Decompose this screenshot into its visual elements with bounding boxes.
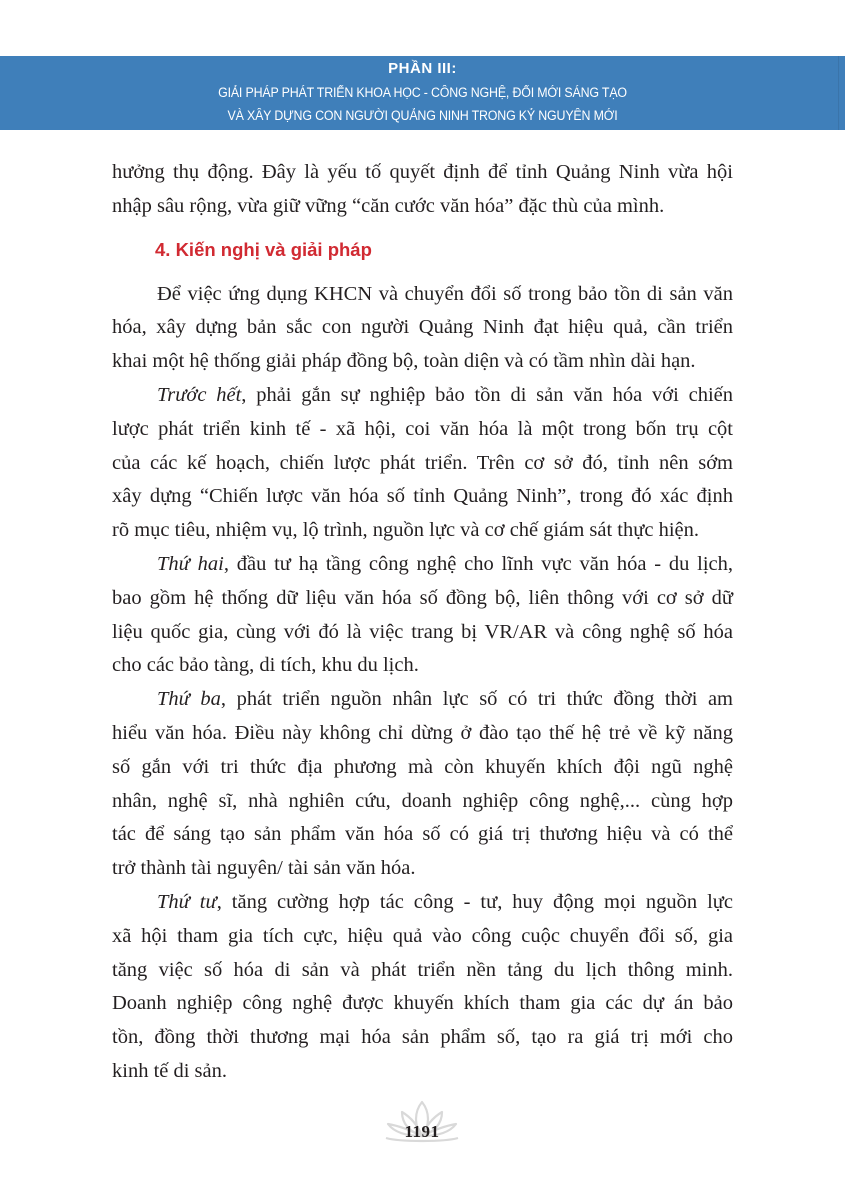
text-line: khai một hệ thống giải pháp đồng bộ, toàn diện và có tầm nhìn dài hạn. bbox=[112, 350, 696, 373]
text-fragment: , phải gắn sự nghiệp bảo tồn di sản văn hóa với chiến bbox=[241, 383, 733, 406]
text-line bbox=[112, 683, 733, 717]
paragraph-lead: Thứ hai bbox=[157, 552, 224, 575]
paragraph-fourth bbox=[112, 886, 733, 1089]
text-line: nhân, nghệ sĩ, nhà nghiên cứu, doanh nghiệp công nghệ,... cùng hợp bbox=[112, 789, 733, 812]
text-line: số gắn với tri thức địa phương mà còn khuyến khích đội ngũ nghệ bbox=[112, 755, 733, 778]
text-line: hưởng thụ động. Đây là yếu tố quyết định để tỉnh Quảng Ninh vừa hội bbox=[112, 161, 733, 183]
part-subtitle-line-1: GIẢI PHÁP PHÁT TRIỂN KHOA HỌC - CÔNG NGHỆ, ĐỔI MỚI SÁNG TẠO bbox=[218, 85, 627, 100]
text-line: trở thành tài nguyên/ tài sản văn hóa. bbox=[112, 857, 416, 880]
text-line: liệu quốc gia, cùng với đó là việc trang bị VR/AR và công nghệ số hóa bbox=[112, 620, 733, 643]
text-line: tăng việc số hóa di sản và phát triển nền tảng du lịch thông minh. bbox=[112, 958, 733, 981]
text-line: cho các bảo tàng, di tích, khu du lịch. bbox=[112, 654, 419, 677]
paragraph-lead: Thứ tư bbox=[157, 890, 217, 913]
text-line: nhập sâu rộng, vừa giữ vững “căn cước văn hóa” đặc thù của mình. bbox=[112, 194, 665, 217]
text-fragment: , tăng cường hợp tác công - tư, huy động mọi nguồn lực bbox=[216, 890, 733, 913]
part-title: PHẦN III: bbox=[388, 60, 457, 77]
text-line: lược phát triển kinh tế - xã hội, coi văn hóa là một trong bốn trụ cột bbox=[112, 417, 733, 440]
text-line: Doanh nghiệp công nghệ được khuyến khích tham gia các dự án bảo bbox=[112, 992, 733, 1015]
intro-paragraph bbox=[112, 156, 733, 224]
text-line: tồn, đồng thời thương mại hóa sản phẩm số, tạo ra giá trị mới cho bbox=[112, 1026, 733, 1049]
paragraph-intro-solutions bbox=[112, 278, 733, 379]
text-line: hóa, xây dựng bản sắc con người Quảng Ninh đạt hiệu quả, cần triển bbox=[112, 316, 733, 339]
text-line: của các kế hoạch, chiến lược phát triển. Trên cơ sở đó, tỉnh nên sớm bbox=[112, 451, 733, 474]
text-line: hiểu văn hóa. Điều này không chỉ dừng ở đào tạo thế hệ trẻ về kỹ năng bbox=[112, 721, 733, 744]
text-fragment: , phát triển nguồn nhân lực số có tri thức đồng thời am bbox=[220, 688, 733, 711]
text-line bbox=[112, 379, 733, 413]
text-line bbox=[112, 886, 733, 920]
page-footer bbox=[372, 1098, 472, 1148]
text-line: Để việc ứng dụng KHCN và chuyển đổi số trong bảo tồn di sản văn bbox=[157, 282, 733, 305]
paragraph-first bbox=[112, 379, 733, 548]
paragraph-lead: Trước hết bbox=[157, 383, 242, 406]
body-text bbox=[112, 156, 733, 1089]
text-line: xây dựng “Chiến lược văn hóa số tỉnh Quảng Ninh”, trong đó xác định bbox=[112, 485, 733, 508]
text-line bbox=[112, 548, 733, 582]
page-number: 1191 bbox=[404, 1122, 440, 1141]
text-line: kinh tế di sản. bbox=[112, 1059, 228, 1082]
text-fragment: , đầu tư hạ tầng công nghệ cho lĩnh vực văn hóa - du lịch, bbox=[223, 552, 733, 575]
paragraph-second bbox=[112, 548, 733, 683]
header-band-edge bbox=[838, 56, 839, 130]
section-heading: 4. Kiến nghị và giải pháp bbox=[155, 238, 372, 260]
paragraph-lead: Thứ ba bbox=[157, 688, 221, 711]
paragraph-third bbox=[112, 683, 733, 886]
text-line: xã hội tham gia tích cực, hiệu quả vào công cuộc chuyển đổi số, gia bbox=[112, 924, 733, 947]
text-line: bao gồm hệ thống dữ liệu văn hóa số đồng bộ, liên thông với cơ sở dữ bbox=[112, 586, 733, 609]
text-line: rõ mục tiêu, nhiệm vụ, lộ trình, nguồn lực và cơ chế giám sát thực hiện. bbox=[112, 519, 699, 542]
part-subtitle-line-2: VÀ XÂY DỰNG CON NGƯỜI QUẢNG NINH TRONG KỶ NGUYÊN MỚI bbox=[227, 108, 618, 123]
text-line: tác để sáng tạo sản phẩm văn hóa số có giá trị thương hiệu và có thể bbox=[112, 823, 733, 846]
section-header-band bbox=[0, 56, 845, 130]
